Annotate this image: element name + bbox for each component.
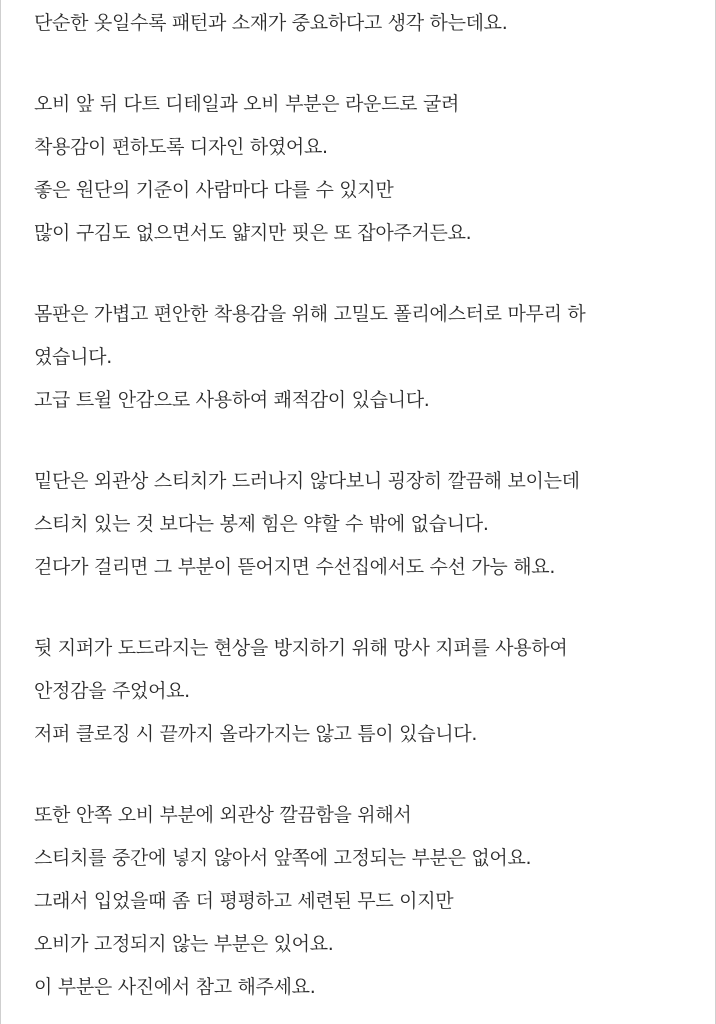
text-line: 몸판은 가볍고 편안한 착용감을 위해 고밀도 폴리에스터로 마무리 하 — [34, 303, 586, 325]
paragraph-zipper — [34, 627, 704, 756]
text-line: 또한 안쪽 오비 부분에 외관상 깔끔함을 위해서 — [34, 804, 412, 826]
text-line: 많이 구김도 없으면서도 얇지만 핏은 또 잡아주거든요. — [34, 222, 472, 244]
text-line: 걷다가 걸리면 그 부분이 뜯어지면 수선집에서도 수선 가능 해요. — [34, 556, 556, 578]
text-line: 그래서 입었을때 좀 더 평평하고 세련된 무드 이지만 — [34, 890, 454, 912]
text-line: 저퍼 클로징 시 끝까지 올라가지는 않고 틈이 있습니다. — [34, 723, 478, 745]
text-line: 착용감이 편하도록 디자인 하였어요. — [34, 136, 328, 158]
paragraph-body-fabric — [34, 293, 704, 422]
text-line: 고급 트윌 안감으로 사용하여 쾌적감이 있습니다. — [34, 389, 430, 411]
text-line: 좋은 원단의 기준이 사람마다 다를 수 있지만 — [34, 179, 394, 201]
paragraph-intro — [34, 2, 704, 45]
document-body — [34, 2, 704, 1009]
text-line: 이 부분은 사진에서 참고 해주세요. — [34, 976, 316, 998]
text-line: 오비 앞 뒤 다트 디테일과 오비 부분은 라운드로 굴려 — [34, 93, 460, 115]
text-line: 단순한 옷일수록 패턴과 소재가 중요하다고 생각 하는데요. — [34, 12, 508, 34]
text-line: 스티치 있는 것 보다는 봉제 힘은 약할 수 밖에 없습니다. — [34, 513, 489, 535]
paragraph-hem — [34, 460, 704, 589]
text-line: 오비가 고정되지 않는 부분은 있어요. — [34, 933, 334, 955]
text-line: 스티치를 중간에 넣지 않아서 앞쪽에 고정되는 부분은 없어요. — [34, 847, 532, 869]
paragraph-waistband — [34, 83, 704, 255]
paragraph-inner-waistband — [34, 794, 704, 1009]
text-line: 뒷 지퍼가 도드라지는 현상을 방지하기 위해 망사 지퍼를 사용하여 — [34, 637, 568, 659]
text-line: 밑단은 외관상 스티치가 드러나지 않다보니 굉장히 깔끔해 보이는데 — [34, 470, 580, 492]
text-line: 였습니다. — [34, 346, 112, 368]
text-line: 안정감을 주었어요. — [34, 680, 190, 702]
